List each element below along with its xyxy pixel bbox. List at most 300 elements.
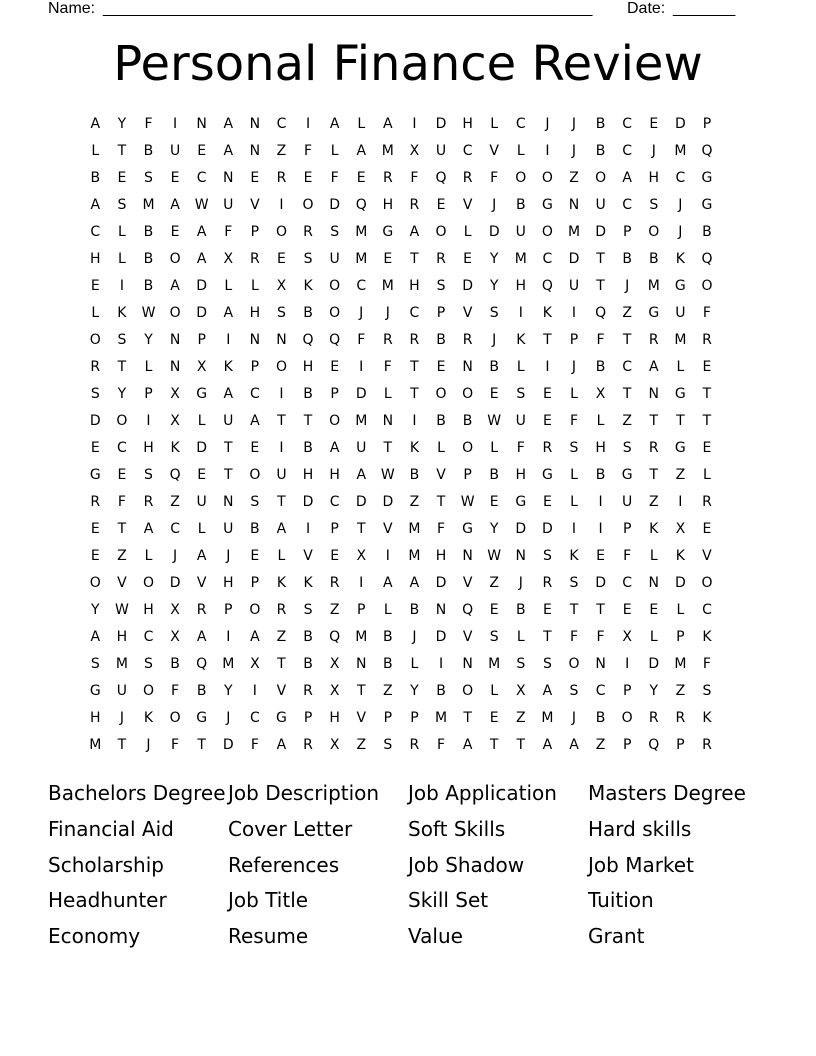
grid-letter[interactable]: E [303, 170, 313, 186]
grid-letter[interactable]: Z [383, 683, 393, 699]
grid-letter[interactable]: F [569, 629, 579, 645]
grid-letter[interactable]: S [542, 548, 552, 564]
grid-letter[interactable]: X [170, 413, 180, 429]
grid-letter[interactable]: X [329, 737, 340, 753]
grid-letter[interactable]: Z [170, 494, 180, 510]
grid-letter[interactable]: J [492, 332, 497, 348]
grid-letter[interactable]: E [702, 359, 712, 375]
grid-letter[interactable]: V [462, 575, 473, 591]
grid-letter[interactable]: J [651, 143, 656, 159]
grid-letter[interactable]: E [489, 710, 499, 726]
grid-letter[interactable]: T [410, 251, 419, 267]
grid-letter[interactable]: P [622, 224, 632, 240]
grid-letter[interactable]: J [678, 197, 683, 213]
grid-letter[interactable]: I [678, 494, 683, 510]
grid-letter[interactable]: A [170, 197, 180, 213]
grid-letter[interactable]: J [146, 737, 151, 753]
grid-letter[interactable]: A [542, 737, 553, 753]
grid-letter[interactable]: D [382, 494, 394, 510]
grid-letter[interactable]: B [702, 224, 712, 240]
grid-letter[interactable]: I [571, 521, 577, 537]
grid-letter[interactable]: N [276, 332, 287, 348]
grid-letter[interactable]: C [622, 143, 633, 159]
grid-letter[interactable]: O [462, 440, 474, 456]
grid-letter[interactable]: R [648, 710, 659, 726]
grid-letter[interactable]: E [489, 494, 499, 510]
grid-letter[interactable]: T [277, 656, 286, 672]
grid-letter[interactable]: C [90, 224, 101, 240]
grid-letter[interactable]: E [277, 251, 286, 267]
grid-letter[interactable]: K [276, 575, 287, 591]
grid-letter[interactable]: L [649, 548, 658, 564]
grid-letter[interactable]: T [117, 359, 127, 375]
grid-letter[interactable]: N [648, 386, 659, 402]
grid-letter[interactable]: A [196, 548, 207, 564]
grid-letter[interactable]: Z [489, 575, 499, 591]
grid-letter[interactable]: N [595, 656, 606, 672]
grid-letter[interactable]: T [622, 332, 632, 348]
grid-letter[interactable]: A [196, 224, 207, 240]
grid-letter[interactable]: N [223, 170, 234, 186]
grid-letter[interactable]: C [170, 521, 180, 537]
grid-letter[interactable]: I [545, 359, 550, 375]
grid-letter[interactable]: S [117, 197, 127, 213]
grid-letter[interactable]: B [196, 683, 207, 699]
grid-letter[interactable]: H [143, 602, 154, 618]
grid-letter[interactable]: A [622, 170, 632, 186]
grid-letter[interactable]: X [329, 656, 340, 672]
grid-letter[interactable]: E [197, 143, 207, 159]
grid-letter[interactable]: T [702, 386, 712, 402]
grid-letter[interactable]: M [674, 143, 687, 159]
grid-letter[interactable]: G [276, 710, 287, 726]
grid-letter[interactable]: T [303, 413, 313, 429]
grid-letter[interactable]: L [144, 548, 153, 564]
grid-letter[interactable]: T [383, 440, 393, 456]
grid-letter[interactable]: B [143, 224, 154, 240]
grid-letter[interactable]: E [542, 494, 552, 510]
grid-letter[interactable]: I [598, 521, 603, 537]
grid-letter[interactable]: B [622, 251, 632, 267]
grid-letter[interactable]: K [516, 332, 526, 348]
grid-letter[interactable]: Q [302, 332, 314, 348]
grid-letter[interactable]: H [143, 440, 154, 456]
grid-letter[interactable]: F [569, 413, 579, 429]
grid-letter[interactable]: S [516, 656, 526, 672]
grid-letter[interactable]: C [409, 305, 420, 321]
grid-letter[interactable]: E [542, 602, 552, 618]
grid-letter[interactable]: D [329, 197, 341, 213]
grid-letter[interactable]: U [223, 197, 234, 213]
grid-letter[interactable]: L [250, 278, 259, 294]
grid-letter[interactable]: O [142, 683, 154, 699]
grid-letter[interactable]: F [702, 656, 711, 672]
grid-letter[interactable]: B [436, 683, 446, 699]
grid-letter[interactable]: F [304, 143, 313, 159]
grid-letter[interactable]: H [515, 467, 527, 483]
grid-letter[interactable]: E [197, 467, 207, 483]
grid-letter[interactable]: M [355, 413, 368, 429]
grid-letter[interactable]: C [622, 359, 633, 375]
grid-letter[interactable]: D [196, 305, 208, 321]
grid-letter[interactable]: E [542, 413, 552, 429]
grid-letter[interactable]: E [702, 440, 712, 456]
grid-letter[interactable]: S [303, 602, 313, 618]
grid-letter[interactable]: R [542, 440, 553, 456]
grid-letter[interactable]: Q [169, 467, 181, 483]
grid-letter[interactable]: R [675, 710, 686, 726]
grid-letter[interactable]: I [545, 143, 550, 159]
grid-letter[interactable]: V [303, 548, 313, 564]
grid-letter[interactable]: Z [276, 629, 287, 645]
grid-letter[interactable]: T [223, 467, 233, 483]
grid-letter[interactable]: S [569, 440, 579, 456]
grid-letter[interactable]: E [542, 386, 552, 402]
grid-letter[interactable]: F [596, 332, 605, 348]
grid-letter[interactable]: F [436, 521, 446, 537]
grid-letter[interactable]: B [436, 332, 446, 348]
grid-letter[interactable]: L [570, 467, 578, 483]
grid-letter[interactable]: U [568, 278, 580, 294]
grid-letter[interactable]: T [676, 413, 685, 429]
grid-letter[interactable]: H [90, 710, 101, 726]
grid-letter[interactable]: N [355, 656, 367, 672]
grid-letter[interactable]: B [143, 143, 154, 159]
grid-letter[interactable]: B [648, 251, 659, 267]
grid-letter[interactable]: U [223, 413, 234, 429]
grid-letter[interactable]: F [516, 440, 525, 456]
grid-letter[interactable]: K [223, 359, 233, 375]
grid-letter[interactable]: R [648, 332, 659, 348]
grid-letter[interactable]: M [355, 224, 368, 240]
grid-letter[interactable]: J [492, 197, 497, 213]
grid-letter[interactable]: G [196, 710, 208, 726]
grid-letter[interactable]: X [250, 656, 260, 672]
grid-letter[interactable]: O [701, 278, 713, 294]
grid-letter[interactable]: J [625, 278, 630, 294]
grid-letter[interactable]: M [142, 197, 155, 213]
grid-letter[interactable]: C [702, 602, 712, 618]
grid-letter[interactable]: P [676, 737, 685, 753]
grid-letter[interactable]: R [462, 332, 473, 348]
grid-letter[interactable]: P [357, 602, 366, 618]
grid-letter[interactable]: T [117, 521, 127, 537]
grid-letter[interactable]: C [675, 170, 686, 186]
grid-letter[interactable]: X [329, 683, 340, 699]
grid-letter[interactable]: U [622, 494, 633, 510]
grid-letter[interactable]: O [595, 170, 607, 186]
grid-letter[interactable]: P [303, 710, 313, 726]
grid-letter[interactable]: I [279, 197, 284, 213]
grid-letter[interactable]: U [515, 413, 526, 429]
grid-letter[interactable]: F [383, 359, 392, 375]
grid-letter[interactable]: C [542, 251, 553, 267]
grid-letter[interactable]: S [649, 197, 659, 213]
grid-letter[interactable]: I [359, 575, 364, 591]
grid-letter[interactable]: V [702, 548, 712, 564]
grid-letter[interactable]: K [117, 305, 127, 321]
grid-letter[interactable]: N [435, 602, 447, 618]
grid-letter[interactable]: D [674, 575, 686, 591]
grid-letter[interactable]: R [303, 224, 313, 240]
grid-letter[interactable]: L [570, 494, 578, 510]
grid-letter[interactable]: O [515, 170, 527, 186]
grid-letter[interactable]: E [436, 197, 446, 213]
grid-letter[interactable]: Y [649, 683, 659, 699]
grid-letter[interactable]: D [302, 494, 314, 510]
grid-letter[interactable]: A [356, 467, 367, 483]
grid-letter[interactable]: L [703, 467, 711, 483]
grid-letter[interactable]: J [518, 575, 523, 591]
grid-letter[interactable]: A [250, 629, 260, 645]
grid-letter[interactable]: P [410, 710, 419, 726]
grid-letter[interactable]: C [515, 116, 526, 132]
grid-letter[interactable]: H [435, 548, 447, 564]
grid-letter[interactable]: X [170, 602, 180, 618]
grid-letter[interactable]: E [436, 359, 446, 375]
grid-letter[interactable]: E [702, 521, 712, 537]
grid-letter[interactable]: Z [117, 548, 127, 564]
grid-letter[interactable]: C [117, 440, 127, 456]
grid-letter[interactable]: O [169, 251, 181, 267]
grid-letter[interactable]: L [91, 305, 100, 321]
grid-letter[interactable]: V [489, 143, 499, 159]
grid-letter[interactable]: M [381, 143, 394, 159]
grid-letter[interactable]: U [515, 224, 526, 240]
grid-letter[interactable]: B [595, 710, 606, 726]
grid-letter[interactable]: R [702, 737, 712, 753]
grid-letter[interactable]: P [250, 224, 260, 240]
grid-letter[interactable]: L [117, 251, 126, 267]
grid-letter[interactable]: B [303, 440, 313, 456]
grid-letter[interactable]: D [435, 116, 447, 132]
grid-letter[interactable]: N [462, 359, 473, 375]
grid-letter[interactable]: I [279, 440, 284, 456]
grid-letter[interactable]: K [702, 629, 712, 645]
grid-letter[interactable]: U [595, 197, 606, 213]
grid-letter[interactable]: D [515, 521, 527, 537]
grid-letter[interactable]: H [90, 251, 101, 267]
grid-letter[interactable]: J [571, 116, 577, 132]
grid-letter[interactable]: J [412, 629, 417, 645]
grid-letter[interactable]: L [117, 224, 126, 240]
grid-letter[interactable]: G [674, 440, 686, 456]
grid-letter[interactable]: O [329, 413, 341, 429]
grid-letter[interactable]: T [622, 386, 632, 402]
grid-letter[interactable]: Y [489, 521, 499, 537]
grid-letter[interactable]: N [382, 413, 394, 429]
grid-letter[interactable]: G [515, 494, 527, 510]
grid-letter[interactable]: X [276, 278, 287, 294]
grid-letter[interactable]: P [330, 521, 339, 537]
grid-letter[interactable]: S [90, 656, 100, 672]
grid-letter[interactable]: E [117, 170, 127, 186]
grid-letter[interactable]: D [435, 575, 447, 591]
grid-letter[interactable]: F [596, 629, 605, 645]
grid-letter[interactable]: P [569, 332, 579, 348]
grid-letter[interactable]: I [305, 116, 311, 132]
grid-letter[interactable]: N [462, 656, 473, 672]
grid-letter[interactable]: O [275, 224, 287, 240]
grid-letter[interactable]: S [569, 683, 579, 699]
grid-letter[interactable]: O [116, 413, 128, 429]
grid-letter[interactable]: F [250, 737, 259, 753]
grid-letter[interactable]: R [462, 170, 473, 186]
grid-letter[interactable]: D [435, 629, 447, 645]
grid-letter[interactable]: T [569, 602, 579, 618]
grid-letter[interactable]: C [276, 116, 287, 132]
grid-letter[interactable]: C [622, 575, 633, 591]
grid-letter[interactable]: S [542, 656, 552, 672]
grid-letter[interactable]: U [196, 494, 207, 510]
grid-letter[interactable]: K [143, 710, 154, 726]
grid-letter[interactable]: A [329, 116, 340, 132]
grid-letter[interactable]: V [462, 305, 473, 321]
grid-letter[interactable]: R [382, 332, 393, 348]
grid-letter[interactable]: I [412, 116, 417, 132]
grid-letter[interactable]: K [409, 440, 420, 456]
grid-letter[interactable]: J [226, 710, 231, 726]
grid-letter[interactable]: P [144, 386, 153, 402]
grid-letter[interactable]: D [89, 413, 101, 429]
grid-letter[interactable]: B [595, 143, 606, 159]
grid-letter[interactable]: Y [223, 683, 233, 699]
grid-letter[interactable]: A [383, 116, 393, 132]
grid-letter[interactable]: Q [595, 305, 607, 321]
grid-letter[interactable]: J [545, 116, 550, 132]
grid-letter[interactable]: B [436, 413, 446, 429]
grid-letter[interactable]: A [409, 575, 420, 591]
grid-letter[interactable]: V [462, 629, 473, 645]
grid-letter[interactable]: W [114, 602, 129, 618]
grid-letter[interactable]: D [169, 575, 181, 591]
grid-letter[interactable]: U [276, 467, 287, 483]
grid-letter[interactable]: E [649, 602, 659, 618]
grid-letter[interactable]: L [437, 440, 445, 456]
grid-letter[interactable]: O [249, 467, 261, 483]
grid-letter[interactable]: S [144, 467, 153, 483]
grid-letter[interactable]: E [90, 278, 100, 294]
grid-letter[interactable]: B [90, 170, 101, 186]
grid-letter[interactable]: L [596, 413, 605, 429]
grid-letter[interactable]: B [250, 521, 260, 537]
grid-letter[interactable]: A [223, 305, 234, 321]
grid-letter[interactable]: F [623, 548, 632, 564]
grid-letter[interactable]: A [329, 440, 340, 456]
grid-letter[interactable]: G [541, 467, 553, 483]
grid-letter[interactable]: P [702, 116, 712, 132]
grid-letter[interactable]: I [359, 359, 364, 375]
grid-letter[interactable]: R [90, 494, 101, 510]
grid-letter[interactable]: K [675, 548, 685, 564]
grid-letter[interactable]: E [90, 548, 100, 564]
grid-letter[interactable]: O [142, 575, 154, 591]
grid-letter[interactable]: V [356, 710, 367, 726]
grid-letter[interactable]: T [410, 359, 419, 375]
grid-letter[interactable]: V [436, 467, 446, 483]
grid-letter[interactable]: K [569, 548, 579, 564]
grid-letter[interactable]: P [622, 683, 632, 699]
grid-letter[interactable]: C [249, 710, 260, 726]
grid-letter[interactable]: L [197, 521, 206, 537]
grid-letter[interactable]: B [143, 278, 154, 294]
grid-letter[interactable]: Y [117, 116, 127, 132]
grid-letter[interactable]: M [89, 737, 102, 753]
grid-letter[interactable]: V [383, 521, 393, 537]
grid-letter[interactable]: D [222, 737, 234, 753]
grid-letter[interactable]: O [648, 224, 660, 240]
grid-letter[interactable]: I [252, 683, 257, 699]
grid-letter[interactable]: J [571, 359, 577, 375]
grid-letter[interactable]: W [460, 494, 475, 510]
grid-letter[interactable]: U [169, 143, 181, 159]
grid-letter[interactable]: E [356, 170, 366, 186]
grid-letter[interactable]: O [169, 710, 181, 726]
grid-letter[interactable]: R [276, 602, 287, 618]
grid-letter[interactable]: L [649, 629, 658, 645]
grid-letter[interactable]: X [622, 629, 632, 645]
grid-letter[interactable]: Z [409, 494, 420, 510]
grid-letter[interactable]: P [436, 305, 446, 321]
grid-letter[interactable]: E [489, 386, 499, 402]
grid-letter[interactable]: O [462, 683, 474, 699]
grid-letter[interactable]: S [702, 683, 712, 699]
date-field[interactable]: _______ [673, 0, 736, 17]
grid-letter[interactable]: F [357, 332, 366, 348]
grid-letter[interactable]: X [675, 521, 686, 537]
grid-letter[interactable]: A [90, 116, 101, 132]
grid-letter[interactable]: I [438, 656, 444, 672]
grid-letter[interactable]: T [410, 386, 419, 402]
grid-letter[interactable]: O [568, 656, 580, 672]
grid-letter[interactable]: I [146, 413, 151, 429]
grid-letter[interactable]: O [435, 224, 447, 240]
grid-letter[interactable]: I [119, 278, 124, 294]
grid-letter[interactable]: D [196, 278, 208, 294]
grid-letter[interactable]: Y [91, 602, 100, 618]
grid-letter[interactable]: R [276, 170, 287, 186]
grid-letter[interactable]: A [569, 737, 579, 753]
grid-letter[interactable]: H [329, 467, 340, 483]
grid-letter[interactable]: H [515, 278, 527, 294]
grid-letter[interactable]: I [571, 305, 577, 321]
grid-letter[interactable]: X [356, 548, 367, 564]
grid-letter[interactable]: H [329, 710, 340, 726]
grid-letter[interactable]: D [542, 521, 553, 537]
grid-letter[interactable]: F [224, 224, 233, 240]
grid-letter[interactable]: T [649, 467, 659, 483]
grid-letter[interactable]: X [595, 386, 606, 402]
grid-letter[interactable]: E [596, 548, 605, 564]
grid-letter[interactable]: L [277, 548, 286, 564]
grid-letter[interactable]: L [490, 116, 499, 132]
grid-letter[interactable]: F [702, 305, 711, 321]
grid-letter[interactable]: I [173, 116, 178, 132]
grid-letter[interactable]: S [489, 305, 499, 321]
grid-letter[interactable]: S [144, 656, 153, 672]
grid-letter[interactable]: Y [144, 332, 153, 348]
grid-letter[interactable]: Q [435, 170, 447, 186]
grid-letter[interactable]: F [330, 170, 339, 186]
grid-letter[interactable]: I [226, 332, 231, 348]
grid-letter[interactable]: M [488, 656, 501, 672]
grid-letter[interactable]: L [676, 602, 685, 618]
grid-letter[interactable]: O [89, 575, 101, 591]
grid-letter[interactable]: M [434, 710, 448, 726]
grid-letter[interactable]: K [702, 710, 712, 726]
grid-letter[interactable]: T [596, 278, 605, 294]
grid-letter[interactable]: J [119, 710, 124, 726]
